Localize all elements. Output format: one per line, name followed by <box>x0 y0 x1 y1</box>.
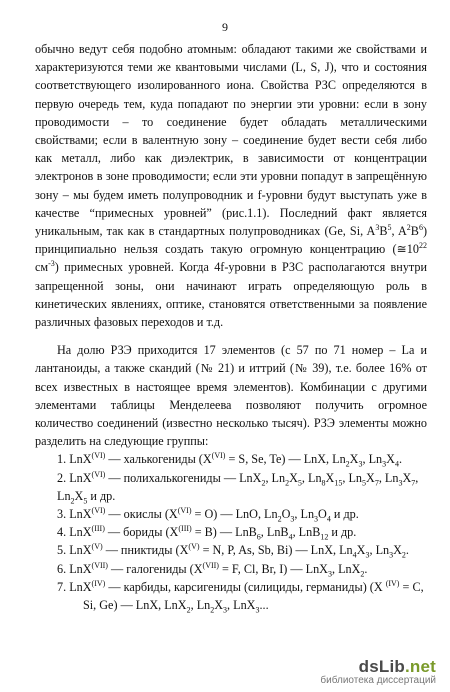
list-item: 3. LnX$^{(VI)}$ — окислы $(X^{(VI)} = O)$ — LnO, $Ln_2O_3$, $Ln_3O_4$ и др. <box>57 506 359 524</box>
paragraph-1: обычно ведут себя подобно атомным: обладают такими же свойствами и характеризуются теми же квантовыми числами (L, S, J), что и состояния соответствующего изолированного иона. Свойства РЗС определяются в первую очередь тем, куда попадают по энергии эти уровни: если в зону проводимости – то соединение будет обладать металлическими свойствами; если в валентную зону – соединение будет вести себя либо как металл, либо как диэлектрик, в зависимости от концентрации электронов в зоне проводимости; если эти уровни попадут в запрещённую зону – мы будем иметь полупроводник и f-уровни будут выступать уже в качестве “примесных уровней” (рис.1.1). Последний факт является уникальным, так как в стандартных полупроводниках (Ge, Si, $A^3B^5$, $A^2B^6$) принципиально нельзя создать такую огромную концентрацию ($≅10^{22}$ $см^{-3}$) примесных уровней. Когда 4f-уровни в РЗС располагаются внутри запрещенной зоны, они начинают играть определяющую роль в кинетических явлениях, оптике, становятся ответственными за появление различных фазовых переходов и т.д. <box>35 42 427 330</box>
page-content <box>35 40 427 614</box>
list-item: 6. LnX$^{(VII)}$ — галогениды ($X^{(VII)} = F$, Cl, Br, I) — LnX$_3$, LnX$_2$. <box>57 560 368 579</box>
list-item: 7. LnX$^{(IV)}$ — карбиды, карсигениды (силициды, германиды) (X $^{(IV)}$ = C, Si, Ge) — LnX, LnX$_2$, $Ln_2X_3$, LnX$_3$... <box>57 578 424 615</box>
paragraph-2: На долю РЗЭ приходится 17 элементов (с 57 по 71 номер – La и лантаноиды, а также скандий (№ 21) и иттрий (№ 39), т.е. более 16% от всех известных в настоящее время элементов). Комбинации с другими элементами таблицы Менделеева позволяют получить огромное количество соединений (известно несколько тысяч). РЗЭ элементы можно разделить на следующие группы: <box>35 343 427 449</box>
list-item: 1. LnX$^{(VI)}$ — халькогениды ($X^{(VI)} = S$, Se, Te) — LnX, $Ln_2X_3$, $Ln_3X_4$. <box>57 451 402 469</box>
list-item: 2. LnX$^{(VI)}$ — полихалькогениды — LnX$_2$, $Ln_2X_5$, $Ln_8X_{15}$, $Ln_5X_7$, $Ln_3X_7$, $Ln_2X_5$ и др. <box>57 469 419 506</box>
watermark <box>320 657 436 686</box>
groups-list <box>35 450 427 614</box>
list-item: 5. LnX$^{(V)}$ — пниктиды ($X^{(V)} = N$, P, As, Sb, Bi) — LnX, $Ln_4X_3$, $Ln_3X_2$. <box>57 542 409 560</box>
list-item: 4. LnX$^{(III)}$ — бориды $(X^{(III)} = B)$ — LnB$_6$, LnB$_4$, LnB$_{12}$ и др. <box>57 524 357 542</box>
watermark-logo: dsLib.net <box>358 657 436 676</box>
page-number: 9 <box>222 20 228 34</box>
watermark-subtitle: библиотека диссертаций <box>320 675 436 686</box>
